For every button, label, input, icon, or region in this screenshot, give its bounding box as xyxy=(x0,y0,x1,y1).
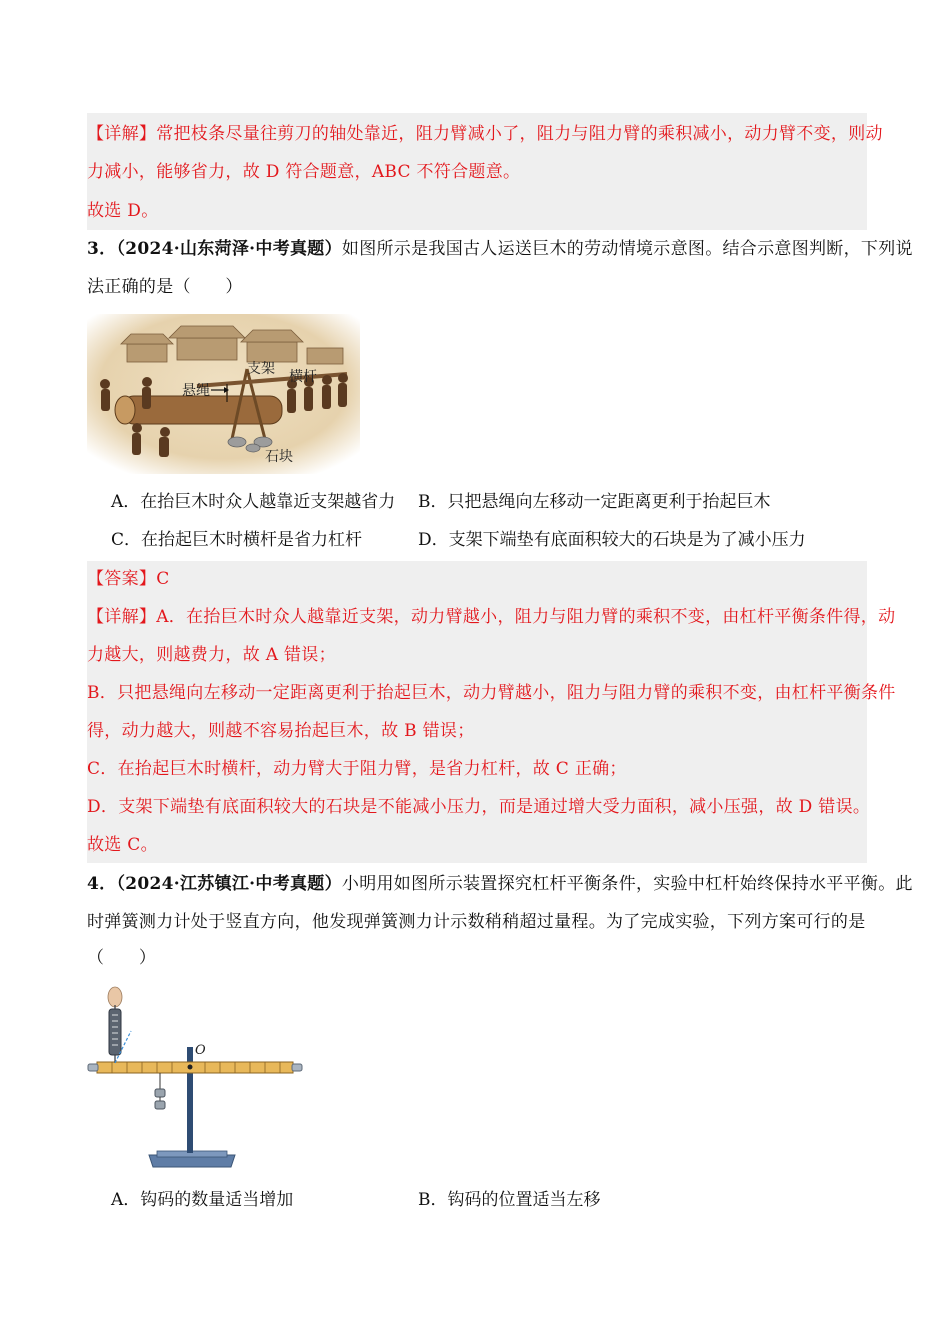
q2-detail-line-2: 力减小，能够省力，故 D 符合题意，ABC 不符合题意。 xyxy=(87,162,521,182)
answer-tag: 【答案】 xyxy=(87,569,157,589)
q3-option-b: B．只把悬绳向左移动一定距离更利于抬起巨木 xyxy=(418,492,771,512)
label-rope: 悬绳 xyxy=(182,383,210,399)
timber-transport-illustration xyxy=(87,314,360,474)
q3-detail-a-2: 力越大，则越费力，故 A 错误； xyxy=(87,645,336,665)
label-beam: 横杆 xyxy=(289,369,317,385)
q3-detail-b-1: B．只把悬绳向左移动一定距离更利于抬起巨木，动力臂越小，阻力与阻力臂的乘积不变，由杠杆平衡条件 xyxy=(87,683,896,703)
q4-stem-line-3: （ ） xyxy=(87,948,157,968)
q4-option-a: A．钩码的数量适当增加 xyxy=(111,1190,294,1210)
q3-option-c: C．在抬起巨木时横杆是省力杠杆 xyxy=(111,530,363,550)
q3-stem-line-2: 法正确的是（ ） xyxy=(87,277,243,297)
label-support: 支架 xyxy=(247,361,275,377)
q2-conclusion: 故选 D。 xyxy=(87,201,159,221)
detail-tag: 【详解】 xyxy=(87,124,157,144)
q3-stem-line-1: 3．（2024·山东菏泽·中考真题）如图所示是我国古人运送巨木的劳动情境示意图。结合示意图判断，下列说 xyxy=(87,239,913,259)
q3-option-d: D．支架下端垫有底面积较大的石块是为了减小压力 xyxy=(418,530,806,550)
q3-answer: 【答案】C xyxy=(87,569,170,589)
q3-detail-c: C．在抬起巨木时横杆，动力臂大于阻力臂，是省力杠杆，故 C 正确； xyxy=(87,759,627,779)
label-pivot-o: O xyxy=(195,1043,206,1058)
q3-detail-a-1: 【详解】A．在抬巨木时众人越靠近支架，动力臂越小，阻力与阻力臂的乘积不变，由杠杆平衡条件得，动 xyxy=(87,607,896,627)
q4-number: 4． xyxy=(87,874,117,894)
q3-option-a: A．在抬巨木时众人越靠近支架越省力 xyxy=(111,492,396,512)
q3-figure-timber-transport xyxy=(87,314,360,474)
q4-stem-line-1: 4．（2024·江苏镇江·中考真题）小明用如图所示装置探究杠杆平衡条件，实验中杠杆始终保持水平平衡。此 xyxy=(87,874,913,894)
q3-detail-b-2: 得，动力越大，则越不容易抬起巨木，故 B 错误； xyxy=(87,721,475,741)
label-stone: 石块 xyxy=(265,449,293,465)
q3-number: 3． xyxy=(87,239,117,259)
q3-conclusion: 故选 C。 xyxy=(87,835,158,855)
lever-apparatus-illustration xyxy=(85,985,305,1170)
q3-source: （2024·山东菏泽·中考真题） xyxy=(116,239,342,259)
q4-stem-line-2: 时弹簧测力计处于竖直方向，他发现弹簧测力计示数稍稍超过量程。为了完成实验，下列方案可行的是 xyxy=(87,912,866,932)
q4-option-b: B．钩码的位置适当左移 xyxy=(418,1190,601,1210)
q3-detail-d: D．支架下端垫有底面积较大的石块是不能减小压力，而是通过增大受力面积，减小压强，故 D 错误。 xyxy=(87,797,871,817)
q4-figure-lever-apparatus xyxy=(85,985,305,1170)
detail-tag: 【详解】 xyxy=(87,607,157,627)
q2-detail-line-1: 【详解】常把枝条尽量往剪刀的轴处靠近，阻力臂减小了，阻力与阻力臂的乘积减小，动力臂不变，则动 xyxy=(87,124,883,144)
q4-source: （2024·江苏镇江·中考真题） xyxy=(116,874,342,894)
